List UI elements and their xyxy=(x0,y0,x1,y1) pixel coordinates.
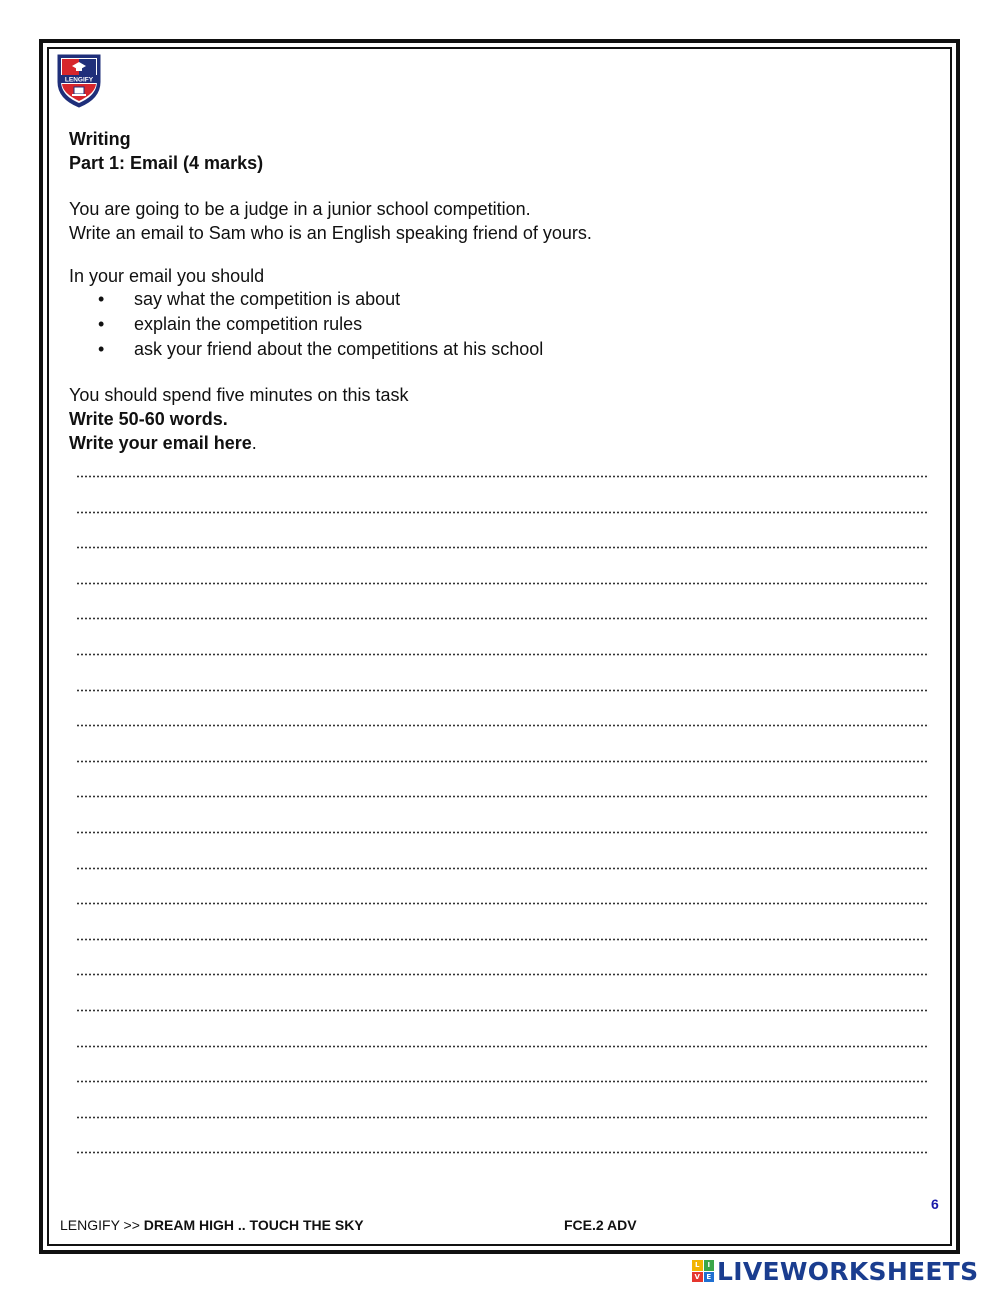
write-here-tail: . xyxy=(251,433,257,453)
answer-line[interactable] xyxy=(76,858,928,894)
list-item: • ask your friend about the competitions at his school xyxy=(98,337,543,362)
lengify-logo xyxy=(55,52,103,108)
answer-line[interactable] xyxy=(76,680,928,716)
footer-level: FCE.2 ADV xyxy=(564,1217,637,1233)
icon-tile: L xyxy=(692,1260,703,1271)
footer-brand-name: LENGIFY >> xyxy=(60,1217,144,1233)
answer-line[interactable] xyxy=(76,715,928,751)
icon-tile: I xyxy=(704,1260,715,1271)
part-title: Part 1: Email (4 marks) xyxy=(69,153,264,173)
logo-text: LENGIFY xyxy=(64,76,94,84)
answer-line[interactable] xyxy=(76,929,928,965)
icon-tile: V xyxy=(692,1272,703,1283)
answer-line[interactable] xyxy=(76,751,928,787)
answer-line[interactable] xyxy=(76,644,928,680)
instructions-lead: In your email you should xyxy=(69,266,265,286)
answer-line[interactable] xyxy=(76,537,928,573)
task-notes xyxy=(69,383,409,455)
list-item: • say what the competition is about xyxy=(98,287,543,312)
write-here-label: Write your email here xyxy=(69,433,252,453)
answer-line[interactable] xyxy=(76,608,928,644)
answer-line[interactable] xyxy=(76,1142,928,1178)
answer-line[interactable] xyxy=(76,786,928,822)
answer-line[interactable] xyxy=(76,573,928,609)
answer-line[interactable] xyxy=(76,1036,928,1072)
section-heading xyxy=(69,127,263,175)
word-count-note: Write 50-60 words. xyxy=(69,409,228,429)
email-writing-area[interactable] xyxy=(76,466,928,1178)
answer-line[interactable] xyxy=(76,502,928,538)
answer-line[interactable] xyxy=(76,466,928,502)
write-here-note xyxy=(69,431,409,455)
time-note: You should spend five minutes on this task xyxy=(69,385,409,405)
list-item: • explain the competition rules xyxy=(98,312,543,337)
page-title: Writing xyxy=(69,129,131,149)
answer-line[interactable] xyxy=(76,893,928,929)
liveworksheets-watermark xyxy=(692,1255,978,1287)
answer-line[interactable] xyxy=(76,822,928,858)
answer-line[interactable] xyxy=(76,1107,928,1143)
liveworksheets-icon xyxy=(692,1260,714,1282)
footer-slogan: DREAM HIGH .. TOUCH THE SKY xyxy=(143,1217,364,1233)
footer-brand xyxy=(60,1217,364,1233)
answer-line[interactable] xyxy=(76,1000,928,1036)
page-number: 6 xyxy=(931,1196,939,1212)
instruction-list xyxy=(98,287,543,362)
answer-line[interactable] xyxy=(76,1071,928,1107)
icon-tile: E xyxy=(704,1272,715,1283)
liveworksheets-text: LIVEWORKSHEETS xyxy=(717,1256,979,1286)
task-intro xyxy=(69,197,592,245)
answer-line[interactable] xyxy=(76,964,928,1000)
intro-line-2: Write an email to Sam who is an English speaking friend of yours. xyxy=(69,223,592,243)
intro-line-1: You are going to be a judge in a junior school competition. xyxy=(69,199,531,219)
